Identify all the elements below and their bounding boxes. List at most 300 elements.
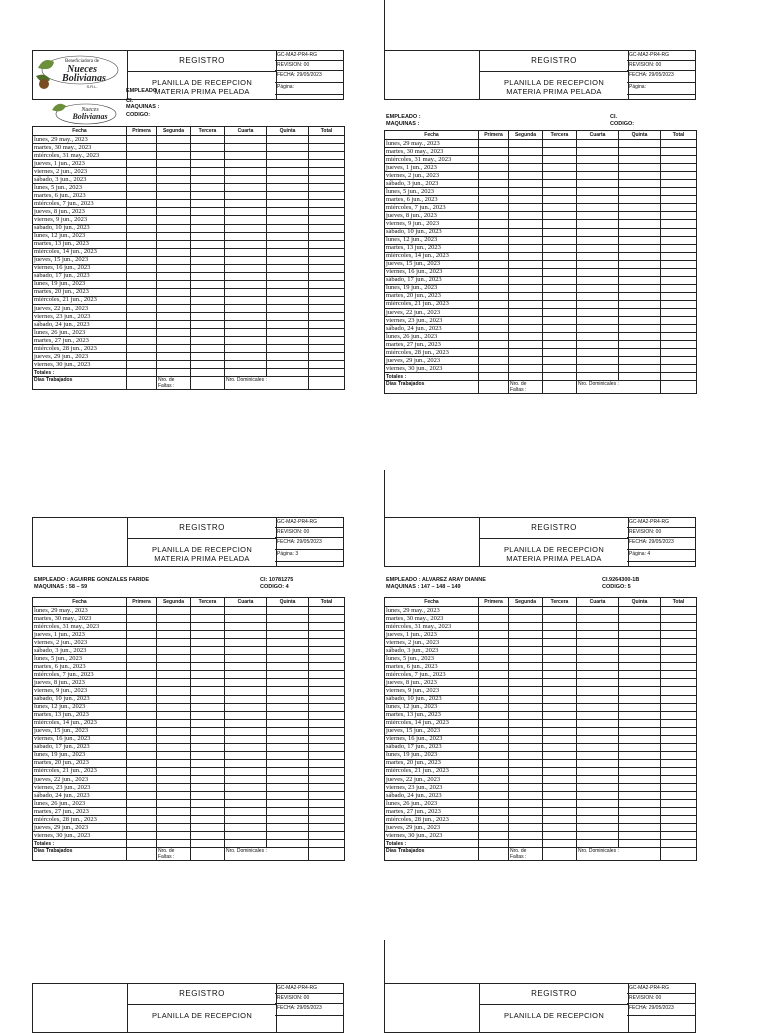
entry-cell[interactable] [509,204,543,212]
entry-cell[interactable] [509,140,543,148]
entry-cell[interactable] [191,832,225,840]
entry-cell[interactable] [191,160,225,168]
entry-cell[interactable] [661,180,697,188]
entry-cell[interactable] [191,304,225,312]
entry-cell[interactable] [661,148,697,156]
entry-cell[interactable] [619,220,661,228]
entry-cell[interactable] [157,800,191,808]
entry-cell[interactable] [309,816,345,824]
entry-cell[interactable] [619,743,661,751]
entry-cell[interactable] [225,280,267,288]
entry-cell[interactable] [309,136,345,144]
entry-cell[interactable] [267,248,309,256]
entry-cell[interactable] [577,623,619,631]
entry-cell[interactable] [309,727,345,735]
entry-cell[interactable] [479,695,509,703]
entry-cell[interactable] [619,204,661,212]
entry-cell[interactable] [191,759,225,767]
entry-cell[interactable] [157,663,191,671]
entry-cell[interactable] [577,260,619,268]
entry-cell[interactable] [479,623,509,631]
entry-cell[interactable] [225,663,267,671]
entry-cell[interactable] [157,216,191,224]
entry-cell[interactable] [225,679,267,687]
entry-cell[interactable] [509,808,543,816]
entry-cell[interactable] [309,655,345,663]
entry-cell[interactable] [157,184,191,192]
entry-cell[interactable] [127,329,157,337]
entry-cell[interactable] [509,228,543,236]
entry-cell[interactable] [661,140,697,148]
entry-cell[interactable] [267,808,309,816]
entry-cell[interactable] [509,655,543,663]
entry-cell[interactable] [479,300,509,308]
entry-cell[interactable] [543,308,577,316]
entry-cell[interactable] [127,775,157,783]
entry-cell[interactable] [191,168,225,176]
entry-cell[interactable] [127,160,157,168]
entry-cell[interactable] [619,759,661,767]
entry-cell[interactable] [619,292,661,300]
entry-cell[interactable] [267,655,309,663]
entry-cell[interactable] [157,759,191,767]
entry-cell[interactable] [509,663,543,671]
entry-cell[interactable] [191,639,225,647]
entry-cell[interactable] [157,168,191,176]
entry-cell[interactable] [267,321,309,329]
entry-cell[interactable] [267,272,309,280]
entry-cell[interactable] [619,188,661,196]
entry-cell[interactable] [157,808,191,816]
entry-cell[interactable] [619,671,661,679]
total-cell[interactable] [191,840,225,848]
entry-cell[interactable] [127,727,157,735]
entry-cell[interactable] [661,703,697,711]
entry-cell[interactable] [267,639,309,647]
entry-cell[interactable] [479,735,509,743]
entry-cell[interactable] [661,808,697,816]
faltas-value[interactable] [543,848,577,861]
entry-cell[interactable] [543,719,577,727]
entry-cell[interactable] [191,313,225,321]
entry-cell[interactable] [127,759,157,767]
entry-cell[interactable] [157,248,191,256]
entry-cell[interactable] [157,264,191,272]
entry-cell[interactable] [267,751,309,759]
entry-cell[interactable] [157,703,191,711]
entry-cell[interactable] [479,832,509,840]
entry-cell[interactable] [225,208,267,216]
entry-cell[interactable] [127,703,157,711]
entry-cell[interactable] [191,200,225,208]
entry-cell[interactable] [309,168,345,176]
entry-cell[interactable] [577,792,619,800]
entry-cell[interactable] [479,792,509,800]
entry-cell[interactable] [577,365,619,373]
entry-cell[interactable] [479,655,509,663]
entry-cell[interactable] [577,341,619,349]
entry-cell[interactable] [225,160,267,168]
entry-cell[interactable] [509,284,543,292]
entry-cell[interactable] [543,679,577,687]
entry-cell[interactable] [225,361,267,369]
entry-cell[interactable] [157,751,191,759]
entry-cell[interactable] [543,276,577,284]
entry-cell[interactable] [225,719,267,727]
entry-cell[interactable] [619,196,661,204]
entry-cell[interactable] [157,361,191,369]
entry-cell[interactable] [509,623,543,631]
entry-cell[interactable] [577,220,619,228]
entry-cell[interactable] [577,244,619,252]
entry-cell[interactable] [479,236,509,244]
entry-cell[interactable] [509,743,543,751]
entry-cell[interactable] [577,808,619,816]
entry-cell[interactable] [619,808,661,816]
dias-trabajados-value[interactable] [479,848,509,861]
entry-cell[interactable] [509,357,543,365]
entry-cell[interactable] [577,252,619,260]
entry-cell[interactable] [577,148,619,156]
entry-cell[interactable] [509,735,543,743]
entry-cell[interactable] [619,767,661,775]
entry-cell[interactable] [127,248,157,256]
entry-cell[interactable] [157,353,191,361]
entry-cell[interactable] [509,325,543,333]
dias-trabajados-value[interactable] [127,848,157,861]
entry-cell[interactable] [157,743,191,751]
entry-cell[interactable] [157,272,191,280]
entry-cell[interactable] [127,784,157,792]
entry-cell[interactable] [309,703,345,711]
entry-cell[interactable] [191,695,225,703]
entry-cell[interactable] [479,808,509,816]
total-cell[interactable] [577,373,619,381]
entry-cell[interactable] [225,192,267,200]
entry-cell[interactable] [309,313,345,321]
entry-cell[interactable] [267,329,309,337]
entry-cell[interactable] [543,639,577,647]
entry-cell[interactable] [127,144,157,152]
entry-cell[interactable] [577,832,619,840]
entry-cell[interactable] [577,180,619,188]
entry-cell[interactable] [191,192,225,200]
entry-cell[interactable] [543,284,577,292]
entry-cell[interactable] [619,317,661,325]
entry-cell[interactable] [479,148,509,156]
entry-cell[interactable] [577,816,619,824]
entry-cell[interactable] [479,687,509,695]
total-cell[interactable] [127,840,157,848]
entry-cell[interactable] [509,695,543,703]
entry-cell[interactable] [509,687,543,695]
entry-cell[interactable] [543,212,577,220]
entry-cell[interactable] [309,687,345,695]
entry-cell[interactable] [127,639,157,647]
entry-cell[interactable] [225,232,267,240]
entry-cell[interactable] [225,607,267,615]
entry-cell[interactable] [543,148,577,156]
entry-cell[interactable] [225,272,267,280]
entry-cell[interactable] [577,695,619,703]
entry-cell[interactable] [267,353,309,361]
entry-cell[interactable] [619,639,661,647]
entry-cell[interactable] [127,687,157,695]
total-cell[interactable] [267,840,309,848]
entry-cell[interactable] [577,687,619,695]
entry-cell[interactable] [661,268,697,276]
entry-cell[interactable] [225,296,267,304]
entry-cell[interactable] [157,224,191,232]
entry-cell[interactable] [543,228,577,236]
entry-cell[interactable] [619,268,661,276]
total-cell[interactable] [267,369,309,377]
entry-cell[interactable] [577,800,619,808]
entry-cell[interactable] [661,357,697,365]
entry-cell[interactable] [225,329,267,337]
entry-cell[interactable] [309,216,345,224]
entry-cell[interactable] [191,631,225,639]
entry-cell[interactable] [619,711,661,719]
entry-cell[interactable] [619,341,661,349]
entry-cell[interactable] [661,743,697,751]
entry-cell[interactable] [619,735,661,743]
entry-cell[interactable] [479,244,509,252]
entry-cell[interactable] [309,296,345,304]
entry-cell[interactable] [509,647,543,655]
entry-cell[interactable] [309,144,345,152]
entry-cell[interactable] [619,308,661,316]
entry-cell[interactable] [577,196,619,204]
entry-cell[interactable] [225,152,267,160]
entry-cell[interactable] [267,719,309,727]
entry-cell[interactable] [543,252,577,260]
entry-cell[interactable] [479,775,509,783]
entry-cell[interactable] [127,719,157,727]
entry-cell[interactable] [127,232,157,240]
dominicales-value[interactable] [661,848,697,861]
entry-cell[interactable] [577,300,619,308]
entry-cell[interactable] [479,284,509,292]
entry-cell[interactable] [267,152,309,160]
entry-cell[interactable] [543,220,577,228]
entry-cell[interactable] [127,337,157,345]
entry-cell[interactable] [661,164,697,172]
entry-cell[interactable] [661,333,697,341]
entry-cell[interactable] [661,260,697,268]
entry-cell[interactable] [157,631,191,639]
entry-cell[interactable] [127,272,157,280]
total-cell[interactable] [309,840,345,848]
entry-cell[interactable] [191,224,225,232]
entry-cell[interactable] [619,631,661,639]
entry-cell[interactable] [619,172,661,180]
entry-cell[interactable] [509,832,543,840]
entry-cell[interactable] [157,824,191,832]
entry-cell[interactable] [267,240,309,248]
entry-cell[interactable] [543,743,577,751]
entry-cell[interactable] [157,679,191,687]
entry-cell[interactable] [191,647,225,655]
entry-cell[interactable] [543,325,577,333]
entry-cell[interactable] [577,156,619,164]
entry-cell[interactable] [267,695,309,703]
entry-cell[interactable] [479,679,509,687]
entry-cell[interactable] [267,280,309,288]
entry-cell[interactable] [127,711,157,719]
entry-cell[interactable] [267,200,309,208]
entry-cell[interactable] [225,735,267,743]
entry-cell[interactable] [225,176,267,184]
entry-cell[interactable] [619,824,661,832]
entry-cell[interactable] [619,284,661,292]
entry-cell[interactable] [577,292,619,300]
entry-cell[interactable] [479,767,509,775]
entry-cell[interactable] [191,687,225,695]
entry-cell[interactable] [509,349,543,357]
entry-cell[interactable] [619,365,661,373]
entry-cell[interactable] [309,775,345,783]
entry-cell[interactable] [577,317,619,325]
entry-cell[interactable] [225,743,267,751]
entry-cell[interactable] [191,751,225,759]
total-cell[interactable] [157,369,191,377]
entry-cell[interactable] [509,260,543,268]
entry-cell[interactable] [619,800,661,808]
total-cell[interactable] [479,840,509,848]
entry-cell[interactable] [661,759,697,767]
entry-cell[interactable] [661,349,697,357]
entry-cell[interactable] [309,671,345,679]
entry-cell[interactable] [543,663,577,671]
entry-cell[interactable] [127,176,157,184]
entry-cell[interactable] [661,832,697,840]
entry-cell[interactable] [127,152,157,160]
entry-cell[interactable] [661,775,697,783]
total-cell[interactable] [309,369,345,377]
entry-cell[interactable] [661,204,697,212]
entry-cell[interactable] [479,325,509,333]
entry-cell[interactable] [619,148,661,156]
entry-cell[interactable] [543,607,577,615]
entry-cell[interactable] [661,276,697,284]
entry-cell[interactable] [191,735,225,743]
entry-cell[interactable] [479,196,509,204]
entry-cell[interactable] [479,647,509,655]
entry-cell[interactable] [577,784,619,792]
entry-cell[interactable] [191,216,225,224]
entry-cell[interactable] [661,816,697,824]
total-cell[interactable] [543,373,577,381]
entry-cell[interactable] [309,304,345,312]
entry-cell[interactable] [661,727,697,735]
entry-cell[interactable] [225,711,267,719]
entry-cell[interactable] [619,349,661,357]
entry-cell[interactable] [543,655,577,663]
entry-cell[interactable] [267,232,309,240]
entry-cell[interactable] [619,832,661,840]
entry-cell[interactable] [577,204,619,212]
entry-cell[interactable] [619,816,661,824]
entry-cell[interactable] [619,792,661,800]
entry-cell[interactable] [543,832,577,840]
entry-cell[interactable] [509,703,543,711]
entry-cell[interactable] [577,759,619,767]
entry-cell[interactable] [157,832,191,840]
entry-cell[interactable] [577,703,619,711]
entry-cell[interactable] [157,288,191,296]
entry-cell[interactable] [267,767,309,775]
entry-cell[interactable] [543,767,577,775]
entry-cell[interactable] [479,800,509,808]
entry-cell[interactable] [267,208,309,216]
entry-cell[interactable] [127,735,157,743]
entry-cell[interactable] [661,244,697,252]
entry-cell[interactable] [157,321,191,329]
entry-cell[interactable] [509,212,543,220]
entry-cell[interactable] [619,140,661,148]
entry-cell[interactable] [661,719,697,727]
entry-cell[interactable] [509,164,543,172]
entry-cell[interactable] [619,615,661,623]
entry-cell[interactable] [191,176,225,184]
total-cell[interactable] [619,840,661,848]
entry-cell[interactable] [479,639,509,647]
entry-cell[interactable] [127,313,157,321]
entry-cell[interactable] [127,679,157,687]
entry-cell[interactable] [267,615,309,623]
entry-cell[interactable] [577,663,619,671]
entry-cell[interactable] [543,775,577,783]
entry-cell[interactable] [225,631,267,639]
entry-cell[interactable] [127,816,157,824]
entry-cell[interactable] [267,337,309,345]
entry-cell[interactable] [661,663,697,671]
entry-cell[interactable] [127,655,157,663]
entry-cell[interactable] [543,300,577,308]
entry-cell[interactable] [309,663,345,671]
entry-cell[interactable] [267,192,309,200]
entry-cell[interactable] [157,639,191,647]
entry-cell[interactable] [661,607,697,615]
entry-cell[interactable] [577,735,619,743]
entry-cell[interactable] [479,671,509,679]
entry-cell[interactable] [225,800,267,808]
entry-cell[interactable] [479,140,509,148]
entry-cell[interactable] [661,228,697,236]
total-cell[interactable] [191,369,225,377]
entry-cell[interactable] [577,308,619,316]
entry-cell[interactable] [577,140,619,148]
entry-cell[interactable] [127,663,157,671]
entry-cell[interactable] [127,361,157,369]
entry-cell[interactable] [509,784,543,792]
entry-cell[interactable] [509,767,543,775]
entry-cell[interactable] [267,775,309,783]
entry-cell[interactable] [543,333,577,341]
entry-cell[interactable] [619,623,661,631]
total-cell[interactable] [509,373,543,381]
entry-cell[interactable] [309,240,345,248]
entry-cell[interactable] [225,792,267,800]
entry-cell[interactable] [191,607,225,615]
entry-cell[interactable] [127,607,157,615]
entry-cell[interactable] [225,224,267,232]
entry-cell[interactable] [509,292,543,300]
entry-cell[interactable] [309,751,345,759]
entry-cell[interactable] [157,176,191,184]
entry-cell[interactable] [267,136,309,144]
